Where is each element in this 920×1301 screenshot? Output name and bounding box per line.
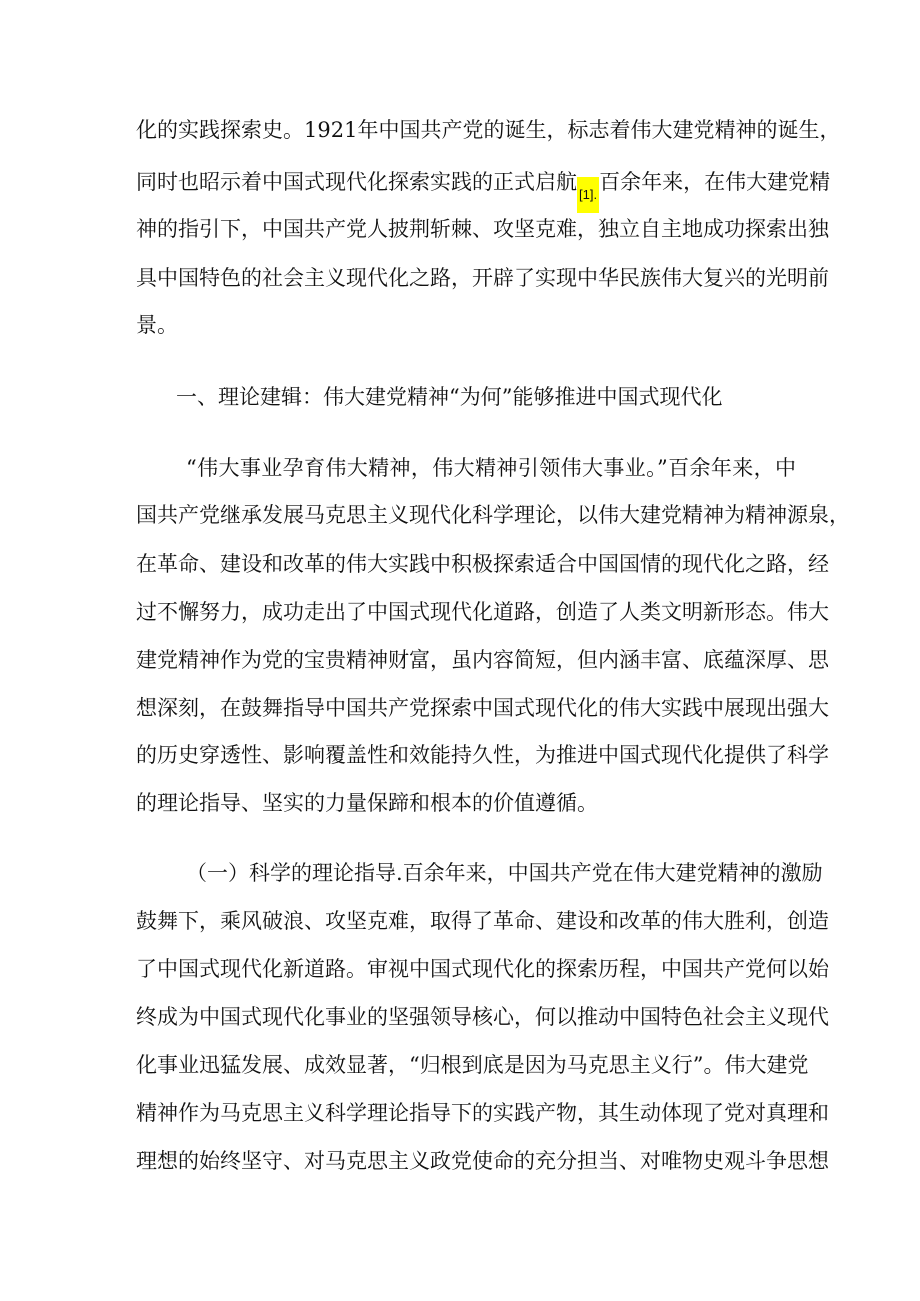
paragraph1-line2-text-b: 百余年来，在伟大建党精 xyxy=(599,170,831,194)
paragraph-line: 在革命、建设和改革的伟大实践中积极探索适合中国国情的现代化之路，经 xyxy=(136,552,829,576)
paragraph-line: “伟大事业孕育伟大精神，伟大精神引领伟大事业。”百余年来，中 xyxy=(186,456,796,480)
paragraph-line: （一）科学的理论指导.百余年来，中国共产党在伟大建党精神的激励 xyxy=(186,861,823,885)
paragraph-line: 想深刻，在鼓舞指导中国共产党探索中国式现代化的伟大实践中展现出强大 xyxy=(136,696,829,720)
paragraph1-line1: 化的实践探索史。1921年中国共产党的诞生，标志着伟大建党精神的诞生， xyxy=(136,118,841,142)
paragraph1-line2 xyxy=(136,167,831,213)
footnote-marker: [1]. xyxy=(577,177,599,213)
paragraph1-line2-text-a: 同时也昭示着中国式现代化探索实践的正式启航 xyxy=(136,170,577,194)
paragraph-line: 的历史穿透性、影响覆盖性和效能持久性，为推进中国式现代化提供了科学 xyxy=(136,743,829,767)
section-heading: 一、理论建辑：伟大建党精神“为何”能够推进中国式现代化 xyxy=(176,385,723,409)
paragraph-line: 国共产党继承发展马克思主义现代化科学理论，以伟大建党精神为精神源泉， xyxy=(136,503,850,527)
paragraph-line: 精神作为马克思主义科学理论指导下的实践产物，其生动体现了党对真理和 xyxy=(136,1101,829,1125)
paragraph-line: 鼓舞下，乘风破浪、攻坚克难，取得了革命、建设和改革的伟大胜利，创造 xyxy=(136,909,829,933)
paragraph-line: 终成为中国式现代化事业的坚强领导核心，何以推动中国特色社会主义现代 xyxy=(136,1005,829,1029)
paragraph-line: 建党精神作为党的宝贵精神财富，虽内容简短，但内涵丰富、底蕴深厚、思 xyxy=(136,648,829,672)
paragraph-line: 过不懈努力，成功走出了中国式现代化道路，创造了人类文明新形态。伟大 xyxy=(136,600,829,624)
paragraph-line: 了中国式现代化新道路。审视中国式现代化的探索历程，中国共产党何以始 xyxy=(136,957,829,981)
paragraph-line: 化事业迅猛发展、成效显著，“归根到底是因为马克思主义行”。伟大建党 xyxy=(136,1053,809,1077)
paragraph-line: 理想的始终坚守、对马克思主义政党使命的充分担当、对唯物史观斗争思想 xyxy=(136,1149,829,1173)
paragraph-line: 的理论指导、坚实的力量保蹄和根本的价值遵循。 xyxy=(136,791,598,815)
paragraph1-line4: 具中国特色的社会主义现代化之路，开辟了实现中华民族伟大复兴的光明前 xyxy=(136,266,829,290)
paragraph1-line3: 神的指引下，中国共产党人披荆斩棘、攻坚克难，独立自主地成功探索出独 xyxy=(136,217,829,241)
paragraph1-line5: 景。 xyxy=(136,313,178,337)
